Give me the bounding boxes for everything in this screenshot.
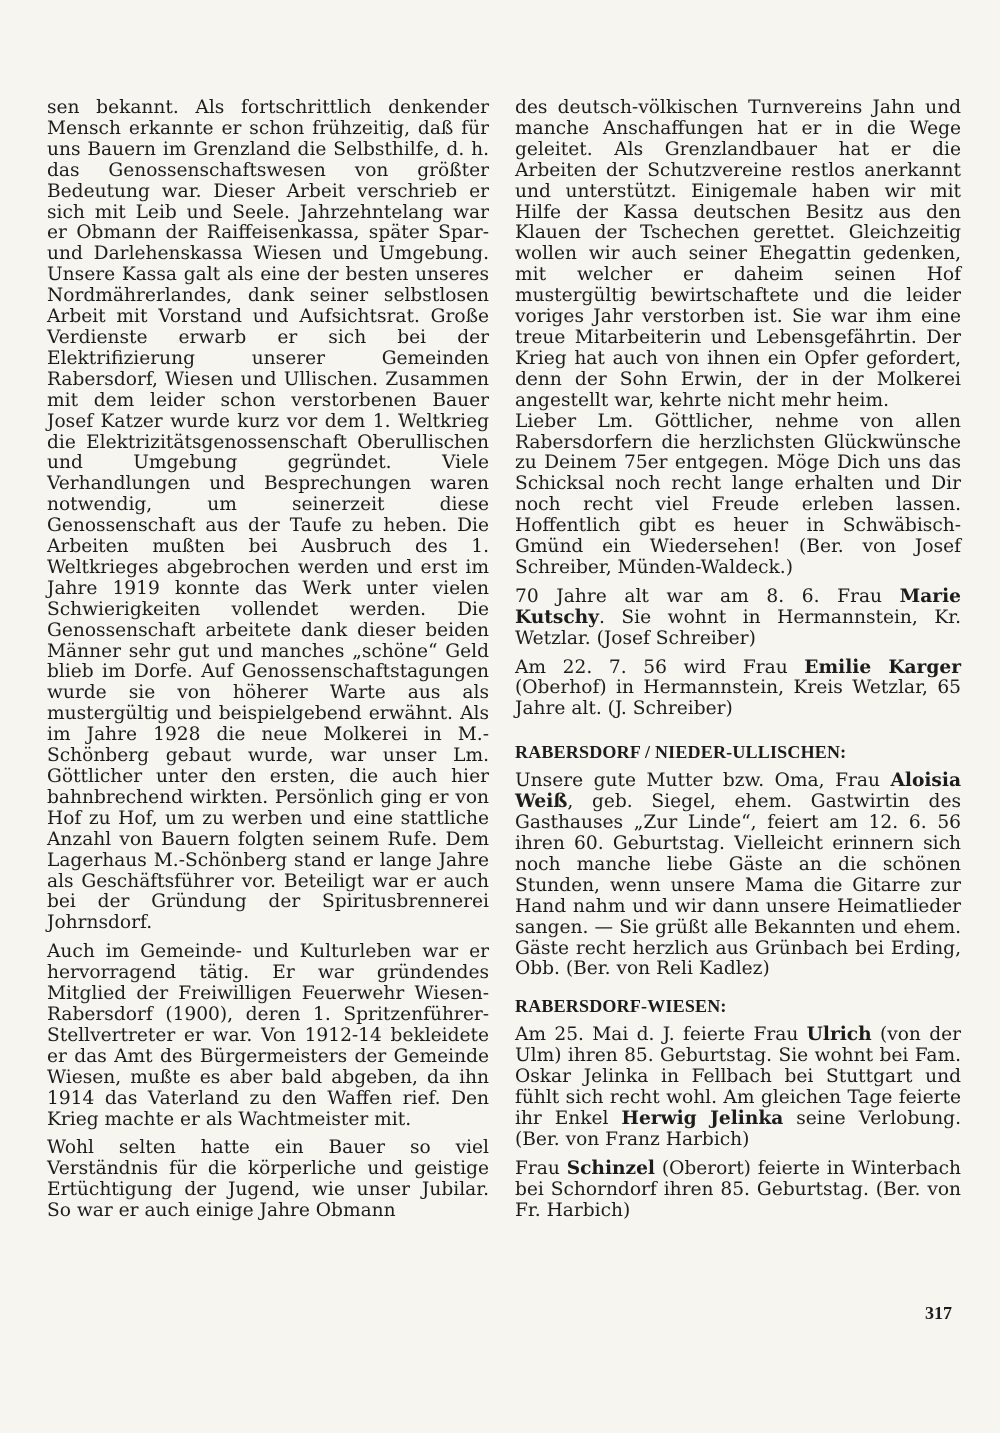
right-paragraph-1: des deutsch-völkischen Turnvereins Jahn und manche Anschaffungen hat er in die Wege geleitet. Als Grenzlandbauer hat er die Arbeiten der Schutzvereine restlos anerkannt und unterstützt. Einigemale haben wir mit Hilfe der Kassa deutschen Besitz aus den Klauen der Tschechen gerettet. Gleichzeitig wollen wir auch seiner Ehegattin gedenken, mit welcher er daheim seinen Hof mustergültig bewirtschaftete und die leider voriges Jahr verstorben ist. Sie war ihm eine treue Mitarbeiterin und Lebensgefährtin. Der Krieg hat auch von ihnen ein Opfer gefordert, denn der Sohn Erwin, der in der Molkerei angestellt war, kehrte nicht mehr heim. <box>515 97 961 411</box>
person-name: Herwig Jelinka <box>621 1107 784 1129</box>
right-paragraph-weiss <box>515 771 961 980</box>
person-name: Ulrich <box>806 1024 872 1046</box>
person-name: Schinzel <box>566 1157 655 1179</box>
text-segment: seine Verlobung. (Ber. von Franz Harbich) <box>515 1107 961 1150</box>
person-name: Emilie Karger <box>804 656 961 678</box>
left-paragraph-2: Auch im Gemeinde- und Kulturleben war er hervorragend tätig. Er war gründendes Mitglied der Freiwilligen Feuerwehr Wiesen-Rabersdorf (1900), deren 1. Spritzenführer-Stellvertreter er war. Von 1912-14 bekleidete er das Amt des Bürgermeisters der Gemeinde Wiesen, mußte es aber bald abgeben, da ihn 1914 das Vaterland zu den Waffen rief. Den Krieg machte er als Wachtmeister mit. <box>47 941 489 1130</box>
left-paragraph-3: Wohl selten hatte ein Bauer so viel Verständnis für die körperliche und geistige Ertüchtigung der Jugend, wie unser Jubilar. So war er auch einige Jahre Obmann <box>47 1137 489 1222</box>
text-segment: . Sie wohnt in Hermannstein, Kr. Wetzlar. (Josef Schreiber) <box>515 606 961 649</box>
right-paragraph-ulrich <box>515 1025 961 1150</box>
page-number: 317 <box>925 1303 952 1323</box>
right-column <box>515 98 961 1230</box>
text-segment: Unsere gute Mutter bzw. Oma, Frau <box>515 770 891 792</box>
text-segment: (von der Ulm) ihren 85. Geburtstag. Sie wohnt bei Fam. Oskar Jelinka in Fellbach bei Stuttgart und fühlt sich recht wohl. Am gleichen Tage feierte ihr Enkel <box>515 1024 962 1129</box>
text-segment: Am 22. 7. 56 wird Frau <box>515 656 805 678</box>
right-paragraph-karger <box>515 658 961 721</box>
text-segment: Frau <box>515 1157 567 1179</box>
text-segment: , geb. Siegel, ehem. Gastwirtin des Gasthauses „Zur Linde“, feiert am 12. 6. 56 ihren 60. Geburtstag. Vielleicht erinnern sich noch manche liebe Gäste an die schönen Stunden, wenn unsere Mama die Gitarre zur Hand nahm und wir dann unsere Heimatlieder sangen. — Sie grüßt alle Bekannten und ehem. Gäste recht herzlich aus Grünbach bei Erding, Obb. (Ber. von Reli Kadlez) <box>515 791 961 980</box>
text-segment: Am 25. Mai d. J. feierte Frau <box>515 1024 807 1046</box>
section-heading-rabersdorf-wiesen: RABERSDORF-WIESEN: <box>515 996 727 1017</box>
text-segment: (Oberort) feierte in Winterbach bei Schorndorf ihren 85. Geburtstag. (Ber. von Fr. Harbich) <box>515 1157 961 1221</box>
person-name: Marie Kutschy <box>515 585 961 628</box>
text-segment: (Oberhof) in Hermannstein, Kreis Wetzlar, 65 Jahre alt. (J. Schreiber) <box>515 677 961 720</box>
person-name: Aloisia Weiß <box>515 770 961 813</box>
text-segment: 70 Jahre alt war am 8. 6. Frau <box>515 585 900 607</box>
right-paragraph-kutschy <box>515 587 961 650</box>
right-paragraph-schinzel <box>515 1159 961 1222</box>
left-column <box>47 98 489 1230</box>
left-paragraph-1: sen bekannt. Als fortschrittlich denkender Mensch erkannte er schon frühzeitig, daß für uns Bauern im Grenzland die Selbsthilfe, d. h. das Genossenschaftswesen von größter Bedeutung war. Dieser Arbeit verschrieb er sich mit Leib und Seele. Jahrzehntelang war er Obmann der Raiffeisenkassa, später Spar- und Darlehenskassa Wiesen und Umgebung. Unsere Kassa galt als eine der besten unseres Nordmährerlandes, dank seiner selbstlosen Arbeit mit Vorstand und Aufsichtsrat. Große Verdienste erwarb er sich bei der Elektrifizierung unserer Gemeinden Rabersdorf, Wiesen und Ullischen. Zusammen mit dem leider schon verstorbenen Bauer Josef Katzer wurde kurz vor dem 1. Weltkrieg die Elektrizitätsgenossenschaft Oberullischen und Umgebung gegründet. Viele Verhandlungen und Besprechungen waren notwendig, um seinerzeit diese Genossenschaft aus der Taufe zu heben. Die Arbeiten mußten bei Ausbruch des 1. Weltkrieges abgebrochen werden und erst im Jahre 1919 konnte das Werk unter vielen Schwierigkeiten vollendet werden. Die Genossenschaft arbeitete dank dieser beiden Männer sehr gut und manches „schöne“ Geld blieb im Dorfe. Auf Genossenschaftstagungen wurde sie von höherer Warte aus als mustergültig und beispielgebend erwähnt. Als im Jahre 1928 die neue Molkerei in M.-Schönberg gebaut wurde, war unser Lm. Göttlicher unter den ersten, die auch hier bahnbrechend wirkten. Persönlich ging er von Hof zu Hof, um zu werben und eine stattliche Anzahl von Bauern folgten seinem Rufe. Dem Lagerhaus M.-Schönberg stand er lange Jahre als Geschäftsführer vor. Beteiligt war er auch bei der Gründung der Spiritusbrennerei Johrnsdorf. <box>47 97 489 934</box>
section-heading-rabersdorf-nieder-ullischen: RABERSDORF / NIEDER-ULLISCHEN: <box>515 742 847 763</box>
right-paragraph-2: Lieber Lm. Göttlicher, nehme von allen Rabersdorfern die herzlichsten Glückwünsche zu Deinem 75er entgegen. Möge Dich uns das Schicksal noch recht lange erhalten und Dir noch recht viel Freude erleben lassen. Hoffentlich gibt es heuer in Schwäbisch-Gmünd ein Wiedersehen! (Ber. von Josef Schreiber, Münden-Waldeck.) <box>515 410 961 578</box>
